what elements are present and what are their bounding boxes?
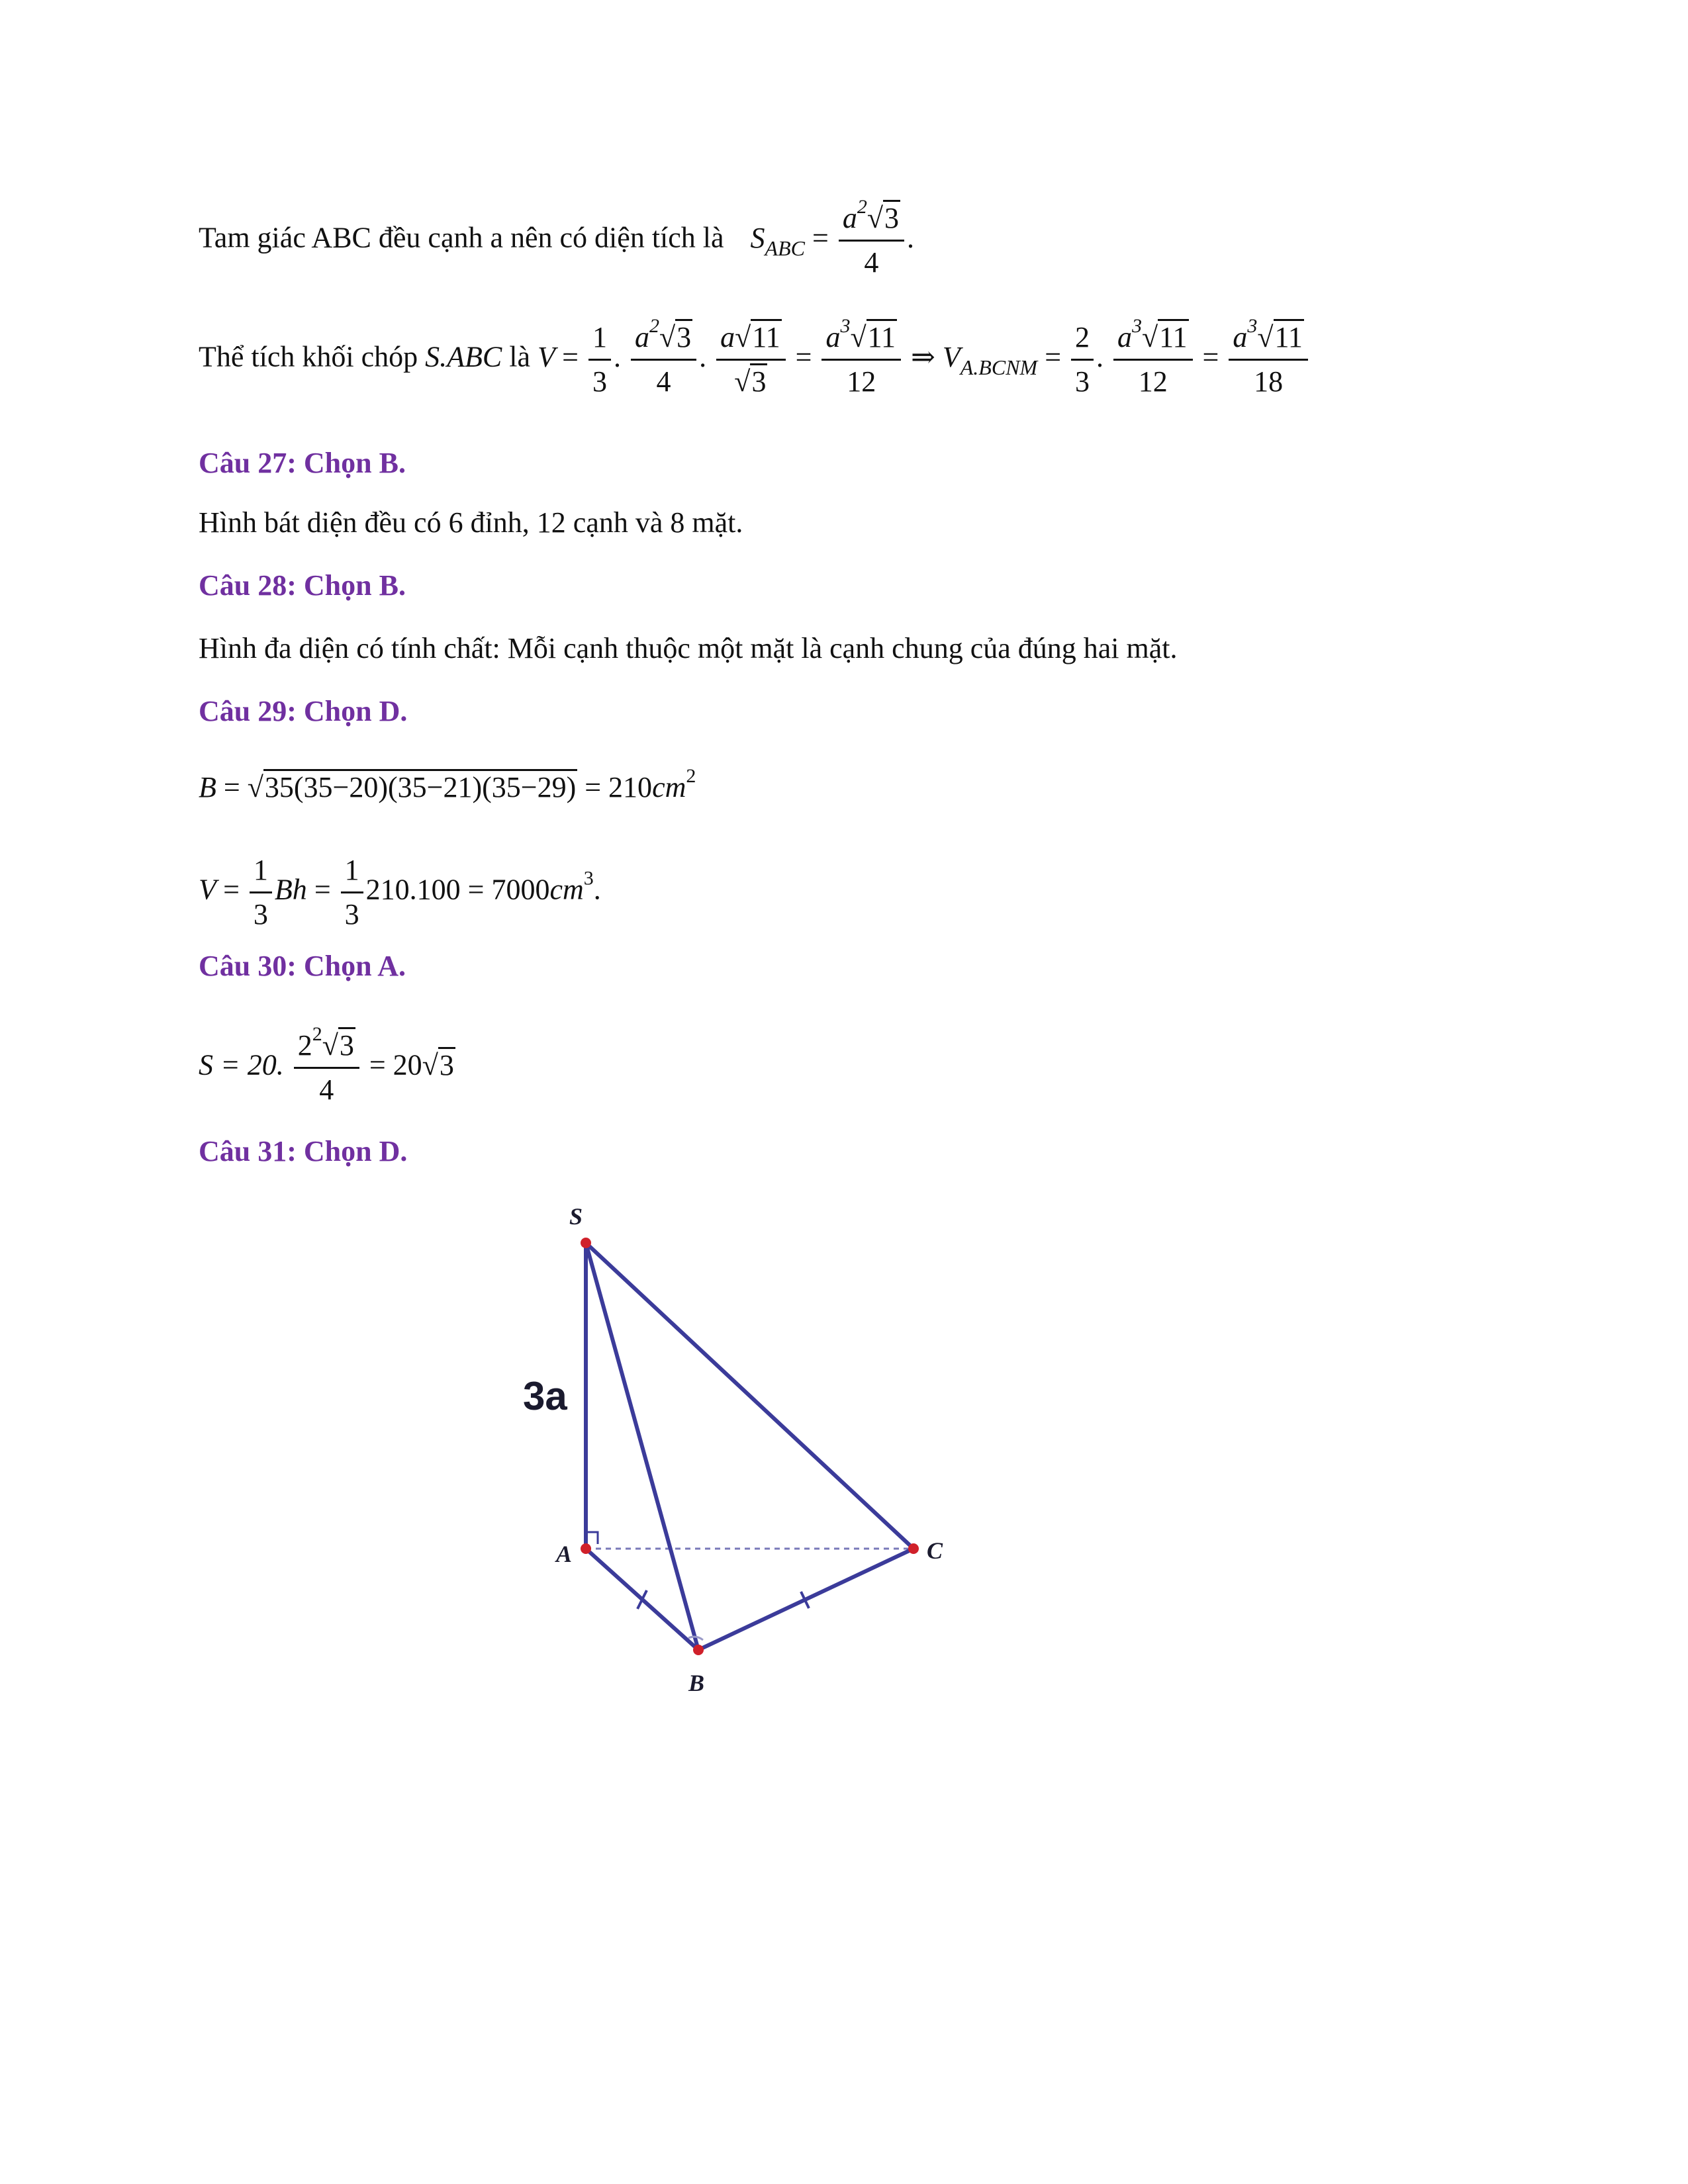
volume-29-unit: cm: [549, 873, 584, 906]
edge-sb: [586, 1243, 698, 1650]
volume-29-formula: V = $\frac{1}{3}$ Bh = $\frac{1}{3}$ $210.100 = 7000cm^3$.: [199, 850, 601, 934]
question-31-heading: Câu 31: Chọn D.: [199, 1135, 408, 1167]
volume-statement: [199, 315, 1311, 402]
question-30-heading: Câu 30: Chọn A.: [199, 950, 406, 982]
question-28-heading: Câu 28: Chọn B.: [199, 569, 406, 602]
question-27-text: Hình bát diện đều có 6 đỉnh, 12 cạnh và 8 mặt.: [199, 506, 743, 539]
heron-formula: $B = √35(35-20)(35-21)(35-29) = 210cm^2$: [199, 765, 696, 803]
volume-pyramid-name: S.ABC: [425, 340, 502, 373]
vertex-b: [693, 1645, 704, 1655]
volume-statement-text: Thể tích khối chóp: [199, 340, 418, 373]
label-a: A: [556, 1541, 573, 1567]
vertex-s: [581, 1238, 591, 1248]
area-30-result: = 20: [369, 1048, 422, 1081]
vertex-a: [581, 1543, 591, 1554]
volume-29-result: 210.100 = 7000: [365, 873, 550, 906]
heron-result: = 210: [585, 771, 653, 803]
edge-sc: [586, 1243, 914, 1549]
question-27-heading: Câu 27: Chọn B.: [199, 447, 406, 479]
area-statement: [199, 196, 914, 283]
label-s: S: [569, 1203, 583, 1230]
heron-unit: cm: [652, 771, 686, 803]
area-statement-text: Tam giác ABC đều cạnh a nên có diện tích là: [199, 221, 724, 254]
area-formula: $S_{ABC}$ = $\frac{a^2√3}{4}$ .: [750, 196, 914, 279]
heron-radicand: 35(35−20)(35−21)(35−29): [263, 769, 577, 803]
label-b: B: [688, 1670, 705, 1696]
area-30-formula: S = 20. $\frac{2^2√3}{4}$ = 20√3: [199, 1023, 454, 1106]
volume-formula: V = $\frac{1}{3}$ . $\frac{a^2√3}{4}$ . $\frac{a√11}{√3}$ = $\frac{a^3√11}{12}$ ⇒ $V_{A.BCNM}$ = $\frac{2}{3}$ . $\frac{a^3√11}{12}$ = $\frac{a^3√11}{18}$: [538, 341, 1311, 373]
vertex-c: [908, 1543, 919, 1554]
area-30-coef: S = 20.: [199, 1048, 284, 1081]
label-c: C: [927, 1537, 943, 1564]
pyramid-figure: [490, 1191, 993, 1721]
question-29-heading: Câu 29: Chọn D.: [199, 695, 408, 727]
question-28-text: Hình đa diện có tính chất: Mỗi cạnh thuộc một mặt là cạnh chung của đúng hai mặt.: [199, 632, 1178, 664]
volume-la: là: [509, 340, 531, 373]
side-label-3a: 3a: [523, 1374, 567, 1418]
